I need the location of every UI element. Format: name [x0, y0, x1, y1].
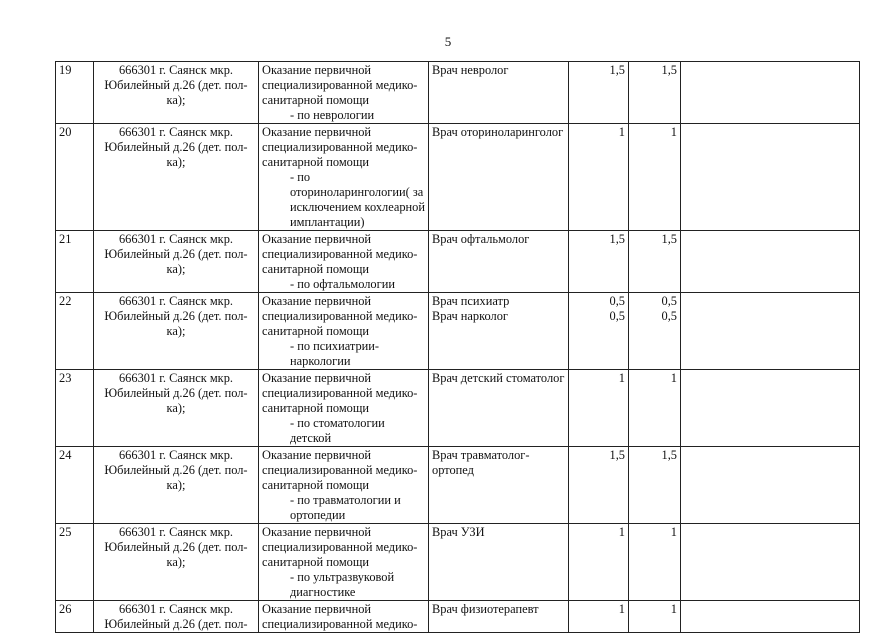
position: Врач офтальмолог — [432, 232, 530, 246]
service-cell — [259, 370, 429, 447]
table-row — [56, 231, 860, 293]
value: 1,5 — [661, 232, 677, 246]
value-cell-2 — [629, 524, 681, 601]
position-cell — [429, 447, 569, 524]
service-main: Оказание первичной специализированной медико-санитарной помощи — [262, 232, 418, 276]
row-number: 20 — [56, 124, 94, 231]
address-cell: 666301 г. Саянск мкр. Юбилейный д.26 (дет. пол-ка); — [94, 524, 259, 601]
position-cell — [429, 370, 569, 447]
position-cell — [429, 62, 569, 124]
value: 1 — [670, 125, 677, 139]
address-cell: 666301 г. Саянск мкр. Юбилейный д.26 (дет. пол-ка); — [94, 62, 259, 124]
value: 1,5 — [661, 63, 677, 77]
row-number: 22 — [56, 293, 94, 370]
value-cell-2 — [629, 447, 681, 524]
service-direction: - по стоматологии детской — [290, 416, 385, 445]
service-cell — [259, 524, 429, 601]
row-number: 19 — [56, 62, 94, 124]
value: 1 — [670, 371, 677, 385]
table-row — [56, 370, 860, 447]
position: Врач физиотерапевт — [432, 602, 539, 616]
value-cell-2 — [629, 231, 681, 293]
address-cell: 666301 г. Саянск мкр. Юбилейный д.26 (дет. пол-ка); — [94, 124, 259, 231]
service-cell — [259, 62, 429, 124]
value-cell-1 — [569, 601, 629, 633]
empty-cell — [681, 370, 860, 447]
value: 1 — [618, 371, 625, 385]
service-direction: - по офтальмологии — [290, 277, 395, 291]
service-direction: - по травматологии и ортопедии — [290, 493, 401, 522]
empty-cell — [681, 447, 860, 524]
address-cell: 666301 г. Саянск мкр. Юбилейный д.26 (дет. пол-ка); — [94, 293, 259, 370]
value: 0,5 — [609, 294, 625, 308]
value: 0,5 — [661, 294, 677, 308]
value: 1,5 — [609, 232, 625, 246]
value-cell-2 — [629, 124, 681, 231]
row-number: 21 — [56, 231, 94, 293]
service-direction: - по ультразвуковой диагностике — [290, 570, 395, 599]
address-cell: 666301 г. Саянск мкр. Юбилейный д.26 (дет. пол-ка); — [94, 231, 259, 293]
address-cell: 666301 г. Саянск мкр. Юбилейный д.26 (дет. пол- — [94, 601, 259, 633]
value: 0,5 — [661, 309, 677, 323]
service-main: Оказание первичной специализированной медико-санитарной помощи — [262, 525, 418, 569]
position-cell — [429, 524, 569, 601]
position: Врач оториноларинголог — [432, 125, 564, 139]
position-cell — [429, 231, 569, 293]
value: 1,5 — [609, 63, 625, 77]
empty-cell — [681, 231, 860, 293]
value-cell-1 — [569, 124, 629, 231]
value-cell-1 — [569, 231, 629, 293]
service-cell — [259, 124, 429, 231]
value-cell-2 — [629, 370, 681, 447]
value: 0,5 — [609, 309, 625, 323]
service-main: Оказание первичной специализированной медико-санитарной помощи — [262, 125, 418, 169]
service-direction: - по оториноларингологии( за исключением кохлеарной имплантации) — [290, 170, 426, 229]
value: 1 — [618, 525, 625, 539]
value-cell-2 — [629, 293, 681, 370]
value: 1,5 — [661, 448, 677, 462]
value: 1 — [670, 602, 677, 616]
position: Врач УЗИ — [432, 525, 485, 539]
service-direction: - по психиатрии-наркологии — [290, 339, 380, 368]
value-cell-1 — [569, 370, 629, 447]
position: Врач нарколог — [432, 309, 509, 323]
empty-cell — [681, 601, 860, 633]
service-main: Оказание первичной специализированной медико-санитарной помощи — [262, 294, 418, 338]
table-row — [56, 62, 860, 124]
service-main: Оказание первичной специализированной медико- — [262, 602, 418, 631]
position: Врач травматолог-ортопед — [432, 448, 530, 477]
service-main: Оказание первичной специализированной медико-санитарной помощи — [262, 448, 418, 492]
value: 1,5 — [609, 448, 625, 462]
table-row — [56, 524, 860, 601]
row-number: 24 — [56, 447, 94, 524]
value: 1 — [618, 602, 625, 616]
empty-cell — [681, 293, 860, 370]
service-main: Оказание первичной специализированной медико-санитарной помощи — [262, 371, 418, 415]
empty-cell — [681, 124, 860, 231]
row-number: 25 — [56, 524, 94, 601]
table-row — [56, 124, 860, 231]
position: Врач психиатр — [432, 294, 510, 308]
service-cell — [259, 293, 429, 370]
service-cell — [259, 601, 429, 633]
value: 1 — [670, 525, 677, 539]
row-number: 23 — [56, 370, 94, 447]
position: Врач невролог — [432, 63, 509, 77]
service-cell — [259, 231, 429, 293]
services-table — [55, 61, 860, 633]
value-cell-1 — [569, 293, 629, 370]
page-number: 5 — [444, 34, 452, 49]
value-cell-1 — [569, 62, 629, 124]
position-cell — [429, 124, 569, 231]
table-row — [56, 601, 860, 633]
address-cell: 666301 г. Саянск мкр. Юбилейный д.26 (дет. пол-ка); — [94, 370, 259, 447]
service-direction: - по неврологии — [290, 108, 375, 122]
service-main: Оказание первичной специализированной медико-санитарной помощи — [262, 63, 418, 107]
table-row — [56, 447, 860, 524]
value-cell-1 — [569, 524, 629, 601]
row-number: 26 — [56, 601, 94, 633]
value-cell-2 — [629, 62, 681, 124]
position-cell — [429, 601, 569, 633]
position-cell — [429, 293, 569, 370]
empty-cell — [681, 524, 860, 601]
address-cell: 666301 г. Саянск мкр. Юбилейный д.26 (дет. пол-ка); — [94, 447, 259, 524]
value: 1 — [618, 125, 625, 139]
position: Врач детский стоматолог — [432, 371, 565, 385]
value-cell-1 — [569, 447, 629, 524]
empty-cell — [681, 62, 860, 124]
value-cell-2 — [629, 601, 681, 633]
table-row — [56, 293, 860, 370]
service-cell — [259, 447, 429, 524]
